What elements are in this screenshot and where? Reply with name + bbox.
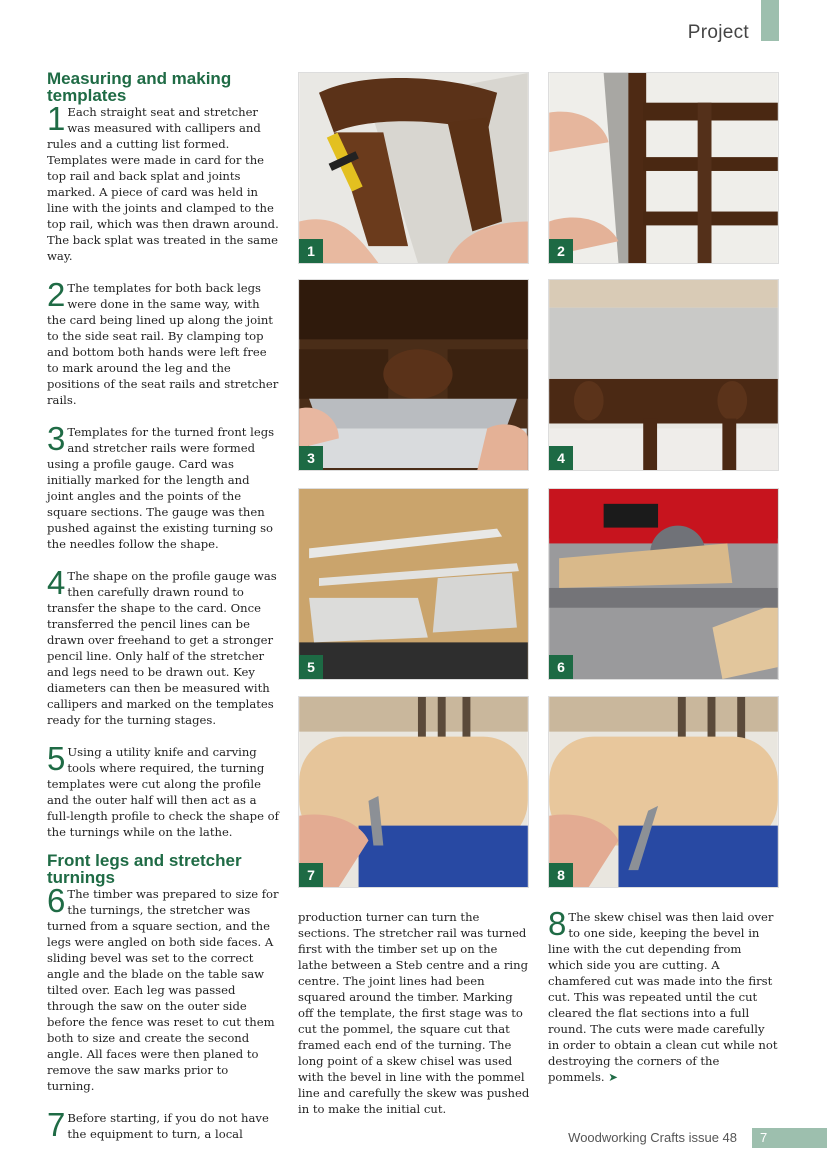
step-8 bbox=[548, 905, 778, 1085]
step-5 bbox=[47, 740, 279, 840]
text-column-2 bbox=[298, 909, 530, 1117]
step-number: 3 bbox=[47, 420, 66, 457]
footer-magazine-title: Woodworking Crafts issue 48 bbox=[568, 1130, 737, 1145]
step-number: 2 bbox=[47, 276, 66, 313]
photo-7 bbox=[298, 696, 529, 888]
photo-5 bbox=[298, 488, 529, 680]
step-6 bbox=[47, 882, 279, 1094]
text-column-3 bbox=[548, 905, 778, 1085]
photo-1 bbox=[298, 72, 529, 264]
lathe-skew-photo-icon bbox=[299, 697, 528, 887]
section-heading-templates: Measuring and making templates bbox=[47, 69, 232, 105]
photo-8 bbox=[548, 696, 779, 888]
step-3 bbox=[47, 420, 279, 552]
photo-2 bbox=[548, 72, 779, 264]
profile-gauge-photo-icon bbox=[299, 280, 528, 470]
photo-4 bbox=[548, 279, 779, 471]
card-template-photo-icon bbox=[549, 280, 778, 470]
step-4 bbox=[47, 564, 279, 728]
page-number: 7 bbox=[760, 1130, 768, 1145]
step-number: 6 bbox=[47, 882, 66, 919]
step-number: 8 bbox=[548, 905, 567, 942]
section-label: Project bbox=[687, 22, 749, 43]
step-number: 5 bbox=[47, 740, 66, 777]
photo-number-badge: 5 bbox=[299, 655, 323, 679]
photo-number-badge: 1 bbox=[299, 239, 323, 263]
table-saw-photo-icon bbox=[549, 489, 778, 679]
section-heading-turnings: Front legs and stretcher turnings bbox=[47, 851, 242, 887]
step-number: 1 bbox=[47, 100, 66, 137]
photo-number-badge: 6 bbox=[549, 655, 573, 679]
step-1 bbox=[47, 100, 279, 264]
step-text: The shape on the profile gauge was then carefully drawn round to transfer the shape to the card. Once transferred the pencil lines can be drawn over freehand to get a stronger pencil line. Only half of the stretcher and legs need to be drawn out. Key diameters can then be measured with callipers and marked on the templates ready for the turning stages. bbox=[47, 569, 277, 727]
photo-3 bbox=[298, 279, 529, 471]
chair-template-photo-icon bbox=[299, 73, 528, 263]
photo-number-badge: 8 bbox=[549, 863, 573, 887]
photo-number-badge: 7 bbox=[299, 863, 323, 887]
step-7 bbox=[47, 1106, 279, 1143]
step-7-continued: production turner can turn the sections. The stretcher rail was turned first with the timber set up on the lathe between a Steb centre and a ring centre. The joint lines had been squared around the timber. Marking off the template, the first stage was to cut the pommel, the square cut that framed each end of the turning. The long point of a skew chisel was used with the bevel in line with the pommel line and carefully the skew was pushed in to make the initial cut. bbox=[298, 910, 530, 1116]
photo-number-badge: 3 bbox=[299, 446, 323, 470]
step-text: Templates for the turned front legs and stretcher rails were formed using a profile gauge. Card was initially marked for the length and joint angles and the points of the square sections. The gauge was then pushed against the existing turning so the needles follow the shape. bbox=[47, 425, 275, 551]
step-text: The timber was prepared to size for the turnings, the stretcher was turned from a square section, and the legs were angled on both side faces. A sliding bevel was set to the correct angle and the blade on the table saw tilted over. Each leg was passed through the saw on the outer side before the fence was reset to cut them both to size and create the second angle. All faces were then planed to remove the saw marks prior to turning. bbox=[47, 887, 279, 1093]
header-accent-bar bbox=[761, 0, 779, 41]
step-text: The skew chisel was then laid over to one side, keeping the bevel in line with the cut depending from which side you are cutting. A chamfered cut was made into the first cut. This was repeated until the cut cleared the flat sections into a full round. The cuts were made carefully in order to obtain a clean cut while not destroying the corners of the pommels. bbox=[548, 910, 778, 1084]
step-text: Using a utility knife and carving tools where required, the turning templates were cut along the profile and the outer half will then act as a full-length profile to check the shape of the turnings while on the lathe. bbox=[47, 745, 279, 839]
step-text: The templates for both back legs were done in the same way, with the card being lined up along the joint to the side seat rail. By clamping top and bottom both hands were left free to mark around the leg and the positions of the seat rails and stretcher rails. bbox=[47, 281, 279, 407]
text-column-1 bbox=[47, 70, 279, 1142]
photo-number-badge: 2 bbox=[549, 239, 573, 263]
step-text: Each straight seat and stretcher was measured with callipers and rules and a cutting list formed. Templates were made in card for the top rail and back splat and joints marked. A piece of card was held in line with the joints and clamped to the top rail, which was then drawn around. The back splat was treated in the same way. bbox=[47, 105, 279, 263]
step-2 bbox=[47, 276, 279, 408]
photo-6 bbox=[548, 488, 779, 680]
cut-templates-photo-icon bbox=[299, 489, 528, 679]
end-arrow-icon: ➤ bbox=[608, 1070, 618, 1084]
back-leg-photo-icon bbox=[549, 73, 778, 263]
step-number: 7 bbox=[47, 1106, 66, 1143]
step-number: 4 bbox=[47, 564, 66, 601]
lathe-chamfer-photo-icon bbox=[549, 697, 778, 887]
step-text: Before starting, if you do not have the equipment to turn, a local bbox=[67, 1111, 269, 1141]
photo-number-badge: 4 bbox=[549, 446, 573, 470]
